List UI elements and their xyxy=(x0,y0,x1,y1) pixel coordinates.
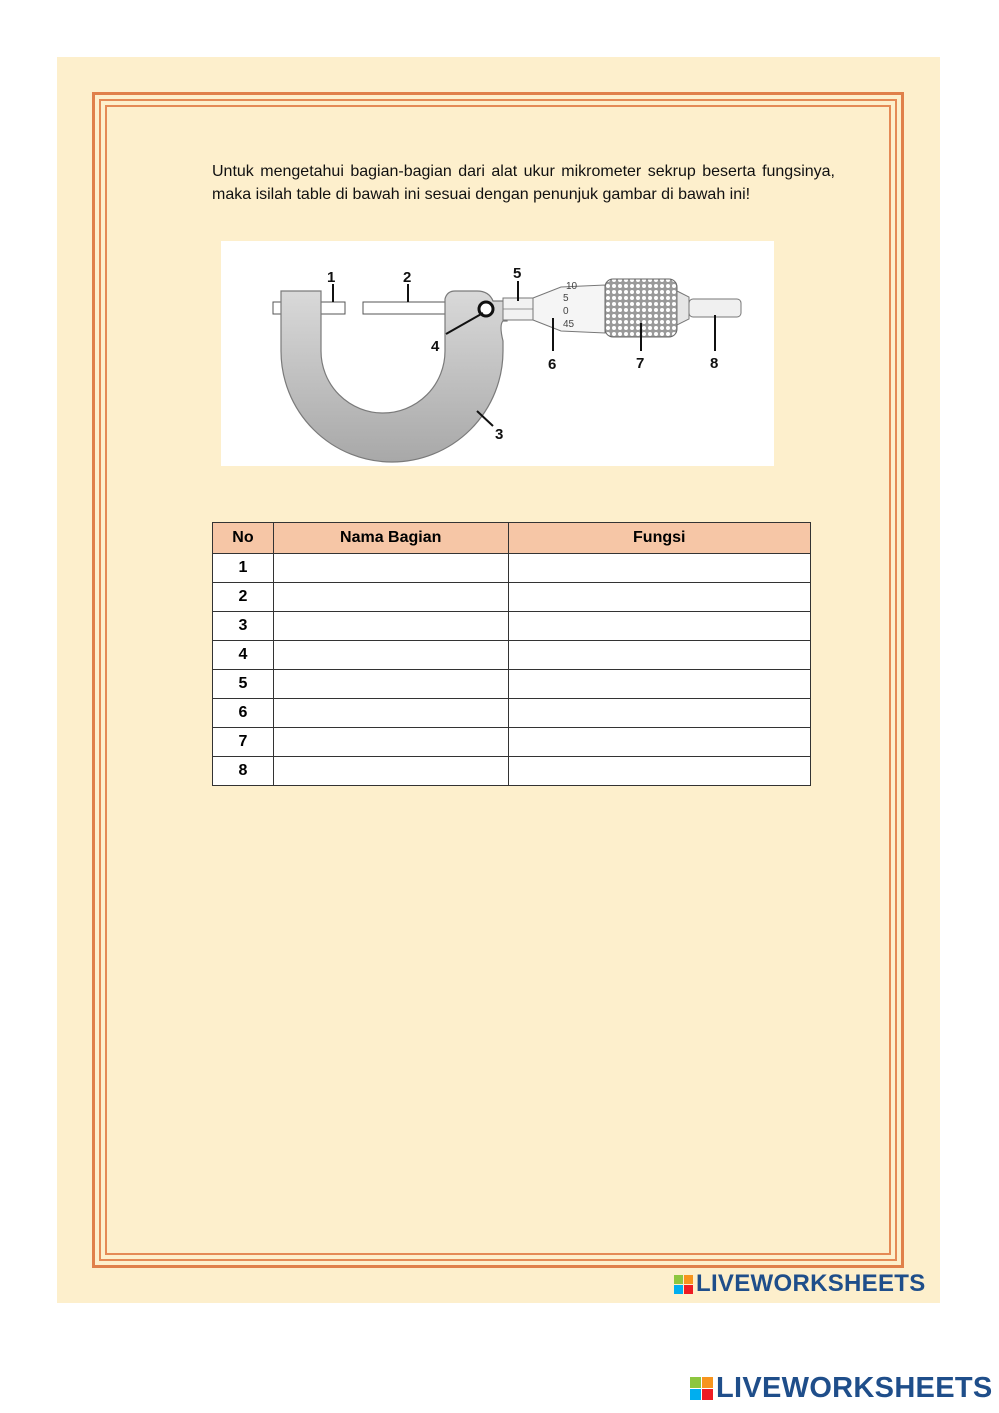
liveworksheets-logo-icon xyxy=(690,1377,713,1400)
table-row xyxy=(213,583,811,612)
nama-bagian-cell[interactable] xyxy=(273,554,508,583)
figure-label-6: 6 xyxy=(548,356,557,373)
table-row xyxy=(213,699,811,728)
brand-name: LIVEWORKSHEETS xyxy=(696,1270,926,1297)
figure-label-5: 5 xyxy=(513,265,522,282)
header-no: No xyxy=(213,523,274,554)
liveworksheets-watermark xyxy=(674,1270,926,1298)
row-number: 5 xyxy=(213,670,274,699)
nama-bagian-cell[interactable] xyxy=(273,612,508,641)
figure-label-8: 8 xyxy=(710,355,719,372)
row-number: 3 xyxy=(213,612,274,641)
nama-bagian-cell[interactable] xyxy=(273,699,508,728)
nama-bagian-cell[interactable] xyxy=(273,583,508,612)
fungsi-cell[interactable] xyxy=(508,670,810,699)
header-fungsi: Fungsi xyxy=(508,523,810,554)
scale-number: 10 xyxy=(566,281,578,292)
fungsi-cell[interactable] xyxy=(508,583,810,612)
figure-label-2: 2 xyxy=(403,269,412,286)
u-frame xyxy=(281,291,507,462)
scale-number: 45 xyxy=(563,319,575,330)
nama-bagian-cell[interactable] xyxy=(273,641,508,670)
parts-table xyxy=(212,522,811,786)
row-number: 4 xyxy=(213,641,274,670)
micrometer-illustration xyxy=(221,241,774,466)
table-row xyxy=(213,612,811,641)
end-knob xyxy=(689,299,741,317)
fungsi-cell[interactable] xyxy=(508,728,810,757)
liveworksheets-logo-icon xyxy=(674,1275,693,1294)
table-row xyxy=(213,670,811,699)
liveworksheets-footer-logo xyxy=(690,1372,993,1405)
scale-number: 0 xyxy=(563,306,569,317)
nama-bagian-cell[interactable] xyxy=(273,670,508,699)
table-row xyxy=(213,641,811,670)
micrometer-figure xyxy=(221,241,774,466)
brand-name: LIVEWORKSHEETS xyxy=(716,1372,993,1404)
fungsi-cell[interactable] xyxy=(508,612,810,641)
table-row xyxy=(213,728,811,757)
header-nama-bagian: Nama Bagian xyxy=(273,523,508,554)
row-number: 2 xyxy=(213,583,274,612)
instruction-text: Untuk mengetahui bagian-bagian dari alat ukur mikrometer sekrup beserta fungsinya, maka isilah table di bawah ini sesuai dengan penunjuk gambar di bawah ini! xyxy=(212,163,835,203)
nama-bagian-cell[interactable] xyxy=(273,757,508,786)
nama-bagian-cell[interactable] xyxy=(273,728,508,757)
table-row xyxy=(213,554,811,583)
row-number: 8 xyxy=(213,757,274,786)
row-number: 7 xyxy=(213,728,274,757)
row-number: 6 xyxy=(213,699,274,728)
fungsi-cell[interactable] xyxy=(508,757,810,786)
figure-label-7: 7 xyxy=(636,355,645,372)
fungsi-cell[interactable] xyxy=(508,699,810,728)
table-header-row xyxy=(213,523,811,554)
fungsi-cell[interactable] xyxy=(508,554,810,583)
fungsi-cell[interactable] xyxy=(508,641,810,670)
row-number: 1 xyxy=(213,554,274,583)
table-row xyxy=(213,757,811,786)
figure-label-3: 3 xyxy=(495,426,504,443)
figure-label-4: 4 xyxy=(431,338,440,355)
figure-label-1: 1 xyxy=(327,269,336,286)
scale-number: 5 xyxy=(563,293,569,304)
